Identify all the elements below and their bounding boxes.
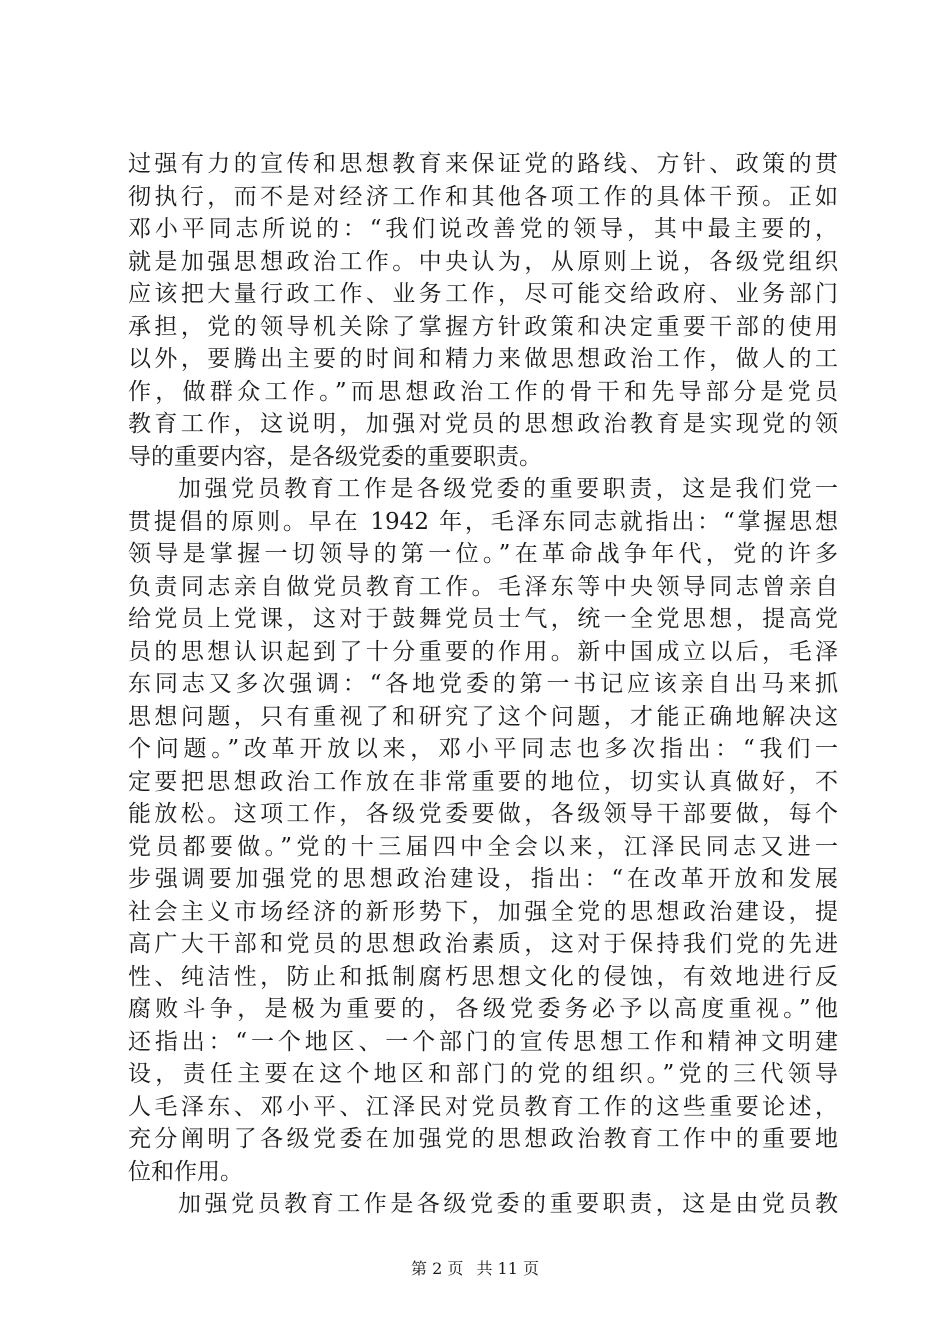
text-line: 社会主义市场经济的新形势下，加强全党的思想政治建设，提 bbox=[128, 898, 838, 925]
text-line: 位和作用。 bbox=[128, 1158, 243, 1185]
text-line: 设，责任主要在这个地区和部门的党的组织。”党的三代领导 bbox=[128, 1061, 838, 1087]
text-line: 就是加强思想政治工作。中央认为，从原则上说，各级党组织 bbox=[128, 248, 838, 275]
text-line: 应该把大量行政工作、业务工作，尽可能交给政府、业务部门 bbox=[128, 281, 838, 307]
text-line: 高广大干部和党员的思想政治素质，这对于保持我们党的先进 bbox=[128, 931, 838, 957]
page-total: 共 11 页 bbox=[476, 1259, 539, 1278]
page-footer bbox=[0, 1256, 950, 1279]
text-line: 负责同志亲自做党员教育工作。毛泽东等中央领导同志曾亲自 bbox=[128, 573, 838, 600]
text-line: 能放松。这项工作，各级党委要做，各级领导干部要做，每个 bbox=[128, 801, 838, 827]
text-line: 教育工作，这说明，加强对党员的思想政治教育是实现党的领 bbox=[128, 411, 838, 437]
text-line: 承担，党的领导机关除了掌握方针政策和决定重要干部的使用 bbox=[128, 313, 838, 340]
text-line: 东同志又多次强调：“各地党委的第一书记应该亲自出马来抓 bbox=[128, 671, 838, 697]
page-number: 第 2 页 bbox=[411, 1259, 464, 1278]
text-line: 导的重要内容，是各级党委的重要职责。 bbox=[128, 443, 542, 470]
text-line: 领导是掌握一切领导的第一位。”在革命战争年代，党的许多 bbox=[128, 541, 838, 567]
text-line: 性、纯洁性，防止和抵制腐朽思想文化的侵蚀，有效地进行反 bbox=[128, 963, 838, 990]
text-line: 加强党员教育工作是各级党委的重要职责，这是由党员教 bbox=[178, 1191, 838, 1217]
text-line: 给党员上党课，这对于鼓舞党员士气，统一全党思想，提高党 bbox=[128, 606, 838, 632]
text-line: 个问题。”改革开放以来，邓小平同志也多次指出：“我们一 bbox=[128, 736, 838, 762]
text-line: 员的思想认识起到了十分重要的作用。新中国成立以后，毛泽 bbox=[128, 638, 838, 665]
text-line: 人毛泽东、邓小平、江泽民对党员教育工作的这些重要论述， bbox=[128, 1093, 838, 1120]
text-line: 过强有力的宣传和思想教育来保证党的路线、方针、政策的贯 bbox=[128, 151, 838, 177]
text-line: 腐败斗争，是极为重要的，各级党委务必予以高度重视。”他 bbox=[128, 996, 838, 1022]
text-line: 彻执行，而不是对经济工作和其他各项工作的具体干预。正如 bbox=[128, 183, 838, 210]
text-line: 思想问题，只有重视了和研究了这个问题，才能正确地解决这 bbox=[128, 703, 838, 730]
text-line: 邓小平同志所说的：“我们说改善党的领导，其中最主要的， bbox=[128, 216, 838, 242]
text-line: 步强调要加强党的思想政治建设，指出：“在改革开放和发展 bbox=[128, 866, 838, 892]
text-line: 加强党员教育工作是各级党委的重要职责，这是我们党一 bbox=[178, 476, 838, 502]
text-line: 贯提倡的原则。早在 1942 年，毛泽东同志就指出：“掌握思想 bbox=[128, 508, 838, 535]
text-line: 还指出：“一个地区、一个部门的宣传思想工作和精神文明建 bbox=[128, 1028, 838, 1055]
text-line: 作，做群众工作。”而思想政治工作的骨干和先导部分是党员 bbox=[128, 378, 838, 405]
document-body bbox=[128, 148, 838, 1221]
text-line: 定要把思想政治工作放在非常重要的地位，切实认真做好，不 bbox=[128, 768, 838, 795]
text-line: 党员都要做。”党的十三届四中全会以来，江泽民同志又进一 bbox=[128, 833, 838, 860]
text-line: 充分阐明了各级党委在加强党的思想政治教育工作中的重要地 bbox=[128, 1126, 838, 1152]
text-line: 以外，要腾出主要的时间和精力来做思想政治工作，做人的工 bbox=[128, 346, 838, 372]
